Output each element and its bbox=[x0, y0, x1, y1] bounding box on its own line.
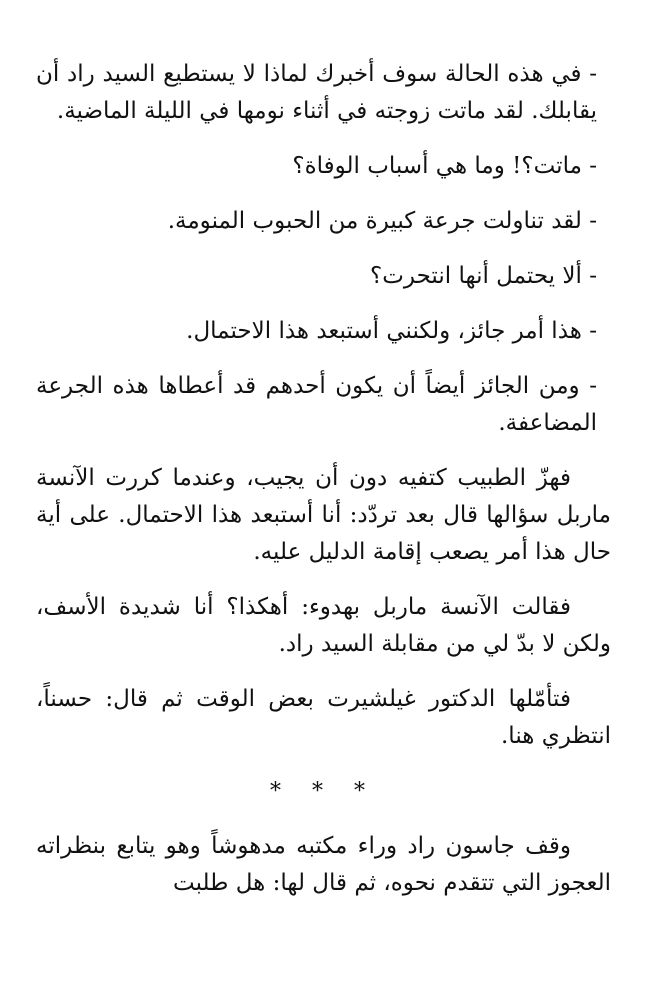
narration-paragraph: وقف جاسون راد وراء مكتبه مدهوشاً وهو يتابع بنظراته العجوز التي تتقدم نحوه، ثم قال لها: هل طلبت bbox=[36, 833, 611, 896]
page-body bbox=[36, 56, 611, 920]
dialogue-paragraph: - ومن الجائز أيضاً أن يكون أحدهم قد أعطاها هذه الجرعة المضاعفة. bbox=[36, 373, 597, 436]
dialogue-paragraph: - ألا يحتمل أنها انتحرت؟ bbox=[370, 263, 597, 289]
narration-paragraph: فتأمّلها الدكتور غيلشيرت بعض الوقت ثم قال: حسناً، انتظري هنا. bbox=[36, 686, 611, 749]
dialogue-paragraph: - لقد تناولت جرعة كبيرة من الحبوب المنومة. bbox=[167, 208, 597, 234]
dialogue-paragraph: - ماتت؟! وما هي أسباب الوفاة؟ bbox=[292, 153, 597, 179]
section-separator: * * * bbox=[270, 779, 377, 804]
dialogue-paragraph: - في هذه الحالة سوف أخبرك لماذا لا يستطيع السيد راد أن يقابلك. لقد ماتت زوجته في أثناء نومها في الليلة الماضية. bbox=[36, 61, 598, 124]
dialogue-paragraph: - هذا أمر جائز، ولكنني أستبعد هذا الاحتمال. bbox=[186, 318, 597, 344]
narration-paragraph: فقالت الآنسة ماربل بهدوء: أهكذا؟ أنا شديدة الأسف، ولكن لا بدّ لي من مقابلة السيد راد. bbox=[36, 594, 611, 657]
narration-paragraph: فهزّ الطبيب كتفيه دون أن يجيب، وعندما كررت الآنسة ماربل سؤالها قال بعد تردّد: أنا أستبعد هذا الاحتمال. على أية حال هذا أمر يصعب إقامة الدليل عليه. bbox=[36, 465, 611, 565]
